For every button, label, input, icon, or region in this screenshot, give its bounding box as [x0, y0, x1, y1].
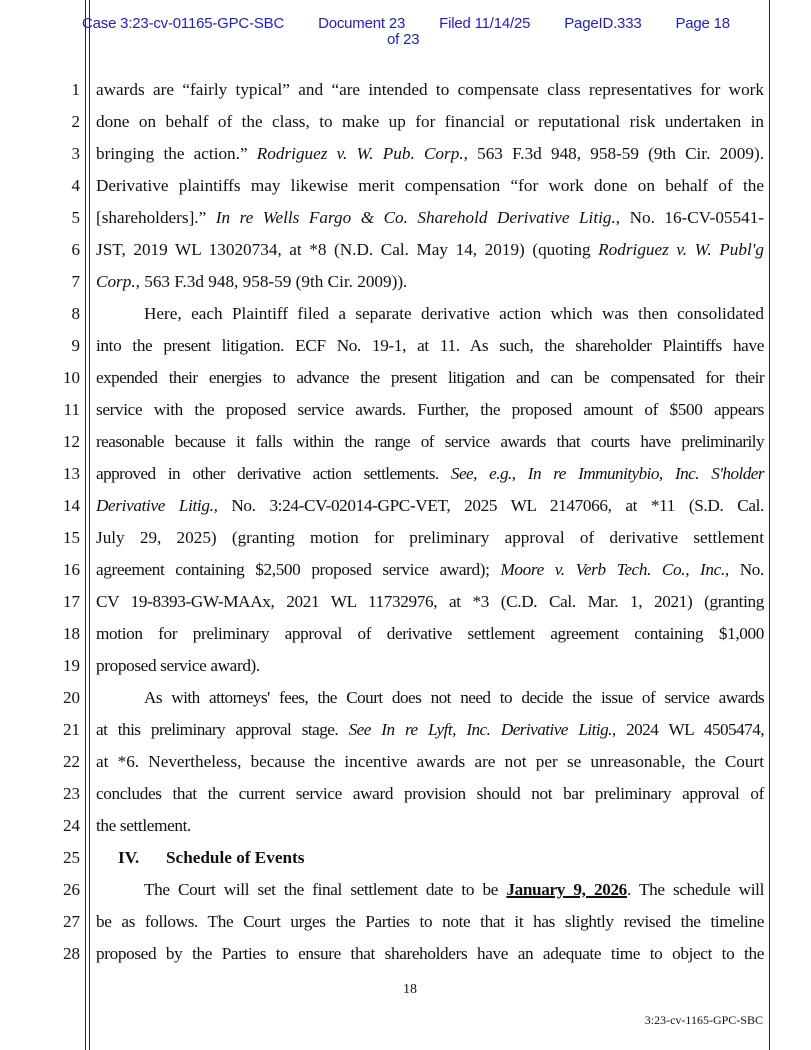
ecf-page-id: PageID.333 — [564, 15, 642, 32]
line-number: 22 — [63, 752, 80, 771]
line-number: 7 — [71, 272, 80, 291]
text-line — [96, 336, 764, 356]
text-line — [96, 592, 764, 612]
line-number: 11 — [63, 400, 80, 419]
text-segment: done on behalf of the class, to make up for financial or reputational risk undertaken in — [96, 112, 764, 131]
text-line — [96, 240, 764, 260]
line-number: 28 — [63, 944, 80, 963]
line-number: 23 — [63, 784, 80, 803]
text-segment: the settlement. — [96, 816, 191, 835]
ecf-page: Page 18 — [675, 15, 730, 32]
text-line — [96, 496, 764, 516]
text-segment: , 563 F.3d 948, 958-59 (9th Cir. 2009). — [463, 144, 764, 163]
text-line — [96, 304, 764, 324]
text-line — [96, 400, 764, 420]
line-number: 2 — [71, 112, 80, 131]
text-segment: approved in other derivative action settlements. — [96, 464, 451, 483]
ecf-filed-date: Filed 11/14/25 — [439, 15, 531, 32]
text-segment: into the present litigation. ECF No. 19-1, at 11. As such, the shareholder Plaintiffs have — [96, 336, 764, 355]
line-number: 27 — [63, 912, 80, 931]
text-line — [96, 816, 764, 836]
text-segment: at this preliminary approval stage. — [96, 720, 349, 739]
line-number: 4 — [71, 176, 80, 195]
text-segment: CV 19-8393-GW-MAAx, 2021 WL 11732976, at *3 (C.D. Cal. Mar. 1, 2021) (granting — [96, 592, 764, 611]
text-segment: reasonable because it falls within the range of service awards that courts have preliminarily — [96, 432, 764, 451]
text-line — [96, 176, 764, 196]
text-segment: be as follows. The Court urges the Parties to note that it has slightly revised the timeline — [96, 912, 764, 931]
line-number: 15 — [63, 528, 80, 547]
text-line — [96, 112, 764, 132]
line-number: 9 — [71, 336, 80, 355]
text-segment: agreement containing $2,500 proposed service award); — [96, 560, 501, 579]
line-number: 20 — [63, 688, 80, 707]
text-segment: JST, 2019 WL 13020734, at *8 (N.D. Cal. May 14, 2019) (quoting — [96, 240, 599, 259]
line-number: 21 — [63, 720, 80, 739]
case-citation: See, e.g. — [450, 464, 512, 483]
text-line — [96, 432, 764, 452]
line-number: 12 — [63, 432, 80, 451]
line-number: 19 — [63, 656, 80, 675]
text-line — [96, 784, 764, 804]
text-segment: at *6. Nevertheless, because the incentive awards are not per se unreasonable, the Court — [96, 752, 764, 771]
text-segment: awards are “fairly typical” and “are intended to compensate class representatives for work — [96, 80, 764, 99]
text-segment: motion for preliminary approval of derivative settlement agreement containing $1,000 — [96, 624, 764, 643]
text-line — [96, 464, 764, 484]
text-segment: Derivative plaintiffs may likewise merit compensation “for work done on behalf of the — [96, 176, 764, 195]
line-number: 6 — [71, 240, 80, 259]
text-segment: The Court will set the final settlement date to be — [144, 880, 507, 899]
text-line — [96, 272, 764, 292]
case-citation: Rodriguez v. W. Publ'g — [598, 240, 764, 259]
text-segment: [shareholders].” — [96, 208, 216, 227]
line-number: 5 — [71, 208, 80, 227]
section-title: Schedule of Events — [166, 848, 305, 867]
text-segment: , No. 3:24-CV-02014-GPC-VET, 2025 WL 2147066, at *11 (S.D. Cal. — [213, 496, 764, 515]
line-number: 3 — [71, 144, 80, 163]
ecf-document-number: Document 23 — [318, 15, 406, 32]
text-line — [96, 368, 764, 388]
text-segment: , No. — [724, 560, 764, 579]
text-segment: proposed service award). — [96, 656, 260, 675]
text-segment: As with attorneys' fees, the Court does not need to decide the issue of service awards — [144, 688, 764, 707]
case-citation: Corp. — [96, 272, 136, 291]
case-citation: Rodriguez v. W. Pub. Corp. — [256, 144, 464, 163]
text-segment: concludes that the current service award provision should not bar preliminary approval of — [96, 784, 764, 803]
text-segment: bringing the action.” — [96, 144, 257, 163]
line-number: 13 — [63, 464, 80, 483]
text-line — [96, 944, 764, 964]
text-line — [96, 528, 764, 548]
ecf-filing-header — [82, 16, 746, 48]
text-line — [96, 656, 764, 676]
line-number: 17 — [63, 592, 80, 611]
text-line — [96, 624, 764, 644]
right-margin-rule — [769, 0, 770, 1050]
text-segment: , 563 F.3d 948, 958-59 (9th Cir. 2009)). — [135, 272, 408, 291]
case-citation: Derivative Litig. — [96, 496, 214, 515]
text-line — [96, 912, 764, 932]
text-segment: service with the proposed service awards. Further, the proposed amount of $500 appears — [96, 400, 764, 419]
settlement-date: January 9, 2026 — [506, 880, 627, 899]
text-line — [96, 144, 764, 164]
text-line — [96, 688, 764, 708]
ecf-page-total: of 23 — [387, 31, 420, 48]
footer-case-number: 3:23-cv-1165-GPC-SBC — [644, 1013, 763, 1027]
line-number: 8 — [71, 304, 80, 323]
line-number: 26 — [63, 880, 80, 899]
text-segment: , — [511, 464, 528, 483]
text-segment: , 2024 WL 4505474, — [611, 720, 764, 739]
text-segment: , No. 16-CV-05541- — [615, 208, 765, 227]
page-number: 18 — [403, 982, 417, 997]
text-segment: expended their energies to advance the present litigation and can be compensated for their — [96, 368, 764, 387]
case-citation: In re Immunitybio, Inc. S'holder — [527, 464, 764, 483]
text-segment: . The schedule will — [626, 880, 765, 899]
case-citation: In re Wells Fargo & Co. Sharehold Derivative Litig. — [215, 208, 616, 227]
line-number: 14 — [63, 496, 80, 515]
text-segment: July 29, 2025) (granting motion for preliminary approval of derivative settlement — [96, 528, 764, 547]
text-segment: proposed by the Parties to ensure that shareholders have an adequate time to object to the — [96, 944, 764, 963]
line-number: 10 — [63, 368, 80, 387]
line-number: 18 — [63, 624, 80, 643]
line-number: 1 — [71, 80, 80, 99]
section-heading — [96, 848, 764, 868]
line-number: 25 — [63, 848, 80, 867]
text-segment: Here, each Plaintiff filed a separate derivative action which was then consolidated — [144, 304, 764, 323]
left-margin-rule-inner — [89, 0, 90, 1050]
text-line — [96, 880, 764, 900]
text-line — [96, 208, 764, 228]
line-number: 24 — [63, 816, 80, 835]
left-margin-rule-outer — [85, 0, 86, 1050]
text-line — [96, 80, 764, 100]
text-line — [96, 752, 764, 772]
text-line — [96, 720, 764, 740]
case-citation: Moore v. Verb Tech. Co., Inc. — [500, 560, 725, 579]
line-number: 16 — [63, 560, 80, 579]
section-number: IV. — [118, 848, 140, 867]
ecf-case-number: Case 3:23-cv-01165-GPC-SBC — [82, 15, 285, 32]
case-citation: See In re Lyft, Inc. Derivative Litig. — [348, 720, 612, 739]
text-line — [96, 560, 764, 580]
